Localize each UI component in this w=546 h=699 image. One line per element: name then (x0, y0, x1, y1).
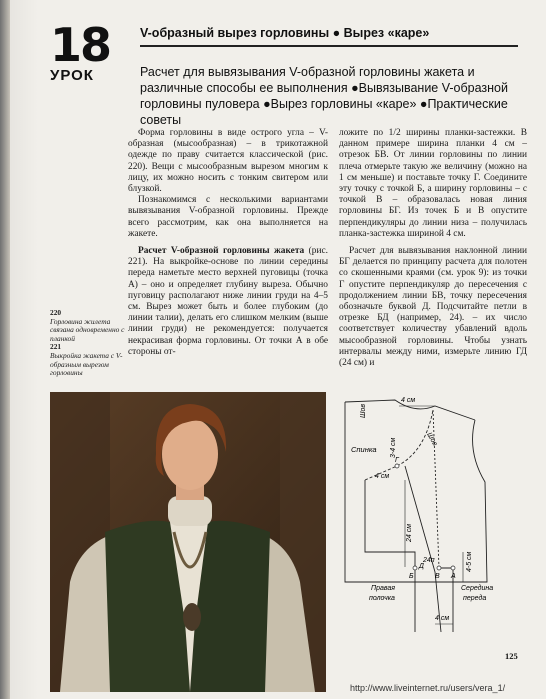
label-4-5cm: 4-5 см (466, 551, 473, 572)
label-24cm: 24 см (406, 523, 413, 542)
caption-text: Выкройка жакета с V-образным вырезом горловины (50, 350, 123, 378)
caption-text: Горловина жилета связана одновременно с планкой (50, 316, 125, 343)
pattern-diagram (335, 392, 525, 642)
label-point-b: Б (409, 573, 414, 580)
label-spinka: Спинка (351, 445, 377, 454)
paragraph: ложите по 1/2 ширины планки-застежки. В данном примере ширина планки 4 см – отрезок БВ. От линии горловины по линии плеча отмерьте такую же величину (можно на 1 см меньше) и поставьте точку Г. Соедините эту точку с точкой Б, а ширину горловины – с точкой В – образовалась новая линия горловины БГ. Из точек Б и В опустите перпендикуляры до линии низа – получилась планка-застежка шириной 4 см. (339, 128, 527, 239)
lesson-title: V-образный вырез горловины ● Вырез «каре» (140, 26, 430, 40)
paragraph: Расчет для вывязывания наклонной линии БГ делается по принципу расчета для полотен со скошенными краями (см. урок 9): из точки Г опустите перпендикуляр до пересечения с продолжением линии БВ, точку пересечения обозначьте буквой Д. Подсчитайте петли в отрезке БД (например, 24). – их число соответствует количеству убавлений вдоль мысообразной горловины. Чтобы узнать интервалы между ними, измерьте линию ГД (24 см) и (339, 246, 527, 369)
title-rule (140, 45, 518, 47)
text-column-left (128, 128, 328, 358)
label-3-4cm: 3-4 см (390, 437, 397, 458)
label-point-d: Д (419, 563, 424, 570)
label-right-front-2: полочка (369, 595, 395, 602)
paragraph-heading: Расчет V-образной горловины жакета (138, 246, 305, 257)
page-number: 125 (505, 651, 518, 661)
label-point-v: В (435, 573, 440, 580)
label-center-front-1: Середина (461, 585, 494, 592)
label-point-g: Г (395, 457, 399, 464)
figure-captions (50, 309, 130, 378)
label-right-front-1: Правая (371, 585, 395, 592)
watermark-url: http://www.liveinternet.ru/users/vera_1/ (350, 683, 506, 693)
paragraph-text: (рис. 221). На выкройке-основе по линии середины переда наметьте место верхней пуговицы (точка А) – оно и определяет глубину выреза. Обычно пуговицу располагают ниже линии груди на 4–5 см. Вырез может быть и более глубоким (до линии талии), делать его слишком мелким (выше линии груди) не рекомендуется: получается некрасивая форма горловины. От точки А в обе стороны от- (128, 246, 328, 357)
label-shov-top: Шов (360, 404, 367, 418)
label-4cm-mid: 4 см (375, 473, 390, 480)
lesson-word: УРОК (50, 67, 94, 84)
label-center-front-2: переда (463, 595, 487, 602)
caption-number: 221 (50, 342, 62, 352)
text-column-right (339, 128, 527, 369)
paragraph: Познакомимся с несколькими вариантами вывязывания V-образной горловины. Прежде всего рассмотрим, как она выполняется на жакете. (128, 195, 328, 239)
paragraph (128, 246, 328, 358)
photo-illustration (50, 392, 326, 692)
caption-number: 220 (50, 308, 62, 317)
spine-shadow (0, 0, 38, 699)
label-4cm-bottom: 4 см (435, 615, 450, 622)
label-4cm-top: 4 см (401, 397, 416, 404)
pattern-drawing (335, 392, 525, 642)
label-24p: 24п (423, 557, 435, 564)
lesson-number: 18 (50, 18, 111, 72)
label-point-a: А (451, 573, 456, 580)
vest-photo (50, 392, 326, 692)
lesson-subtitle: Расчет для вывязывания V-образной горловины жакета и различные способы ее выполнения ●Вывязывание V-образной горловины пуловера ●Вырез горловины «каре» ●Практические советы (140, 65, 508, 127)
label-shov-side: Шов (425, 431, 439, 448)
paragraph: Форма горловины в виде острого угла – V-образная (мысообразная) – в трикотажной одежде по праву считается классической (рис. 220). Вещи с мысообразным вырезом многим к лицу, их можно носить с тонким свитером или блузкой. (128, 128, 328, 195)
